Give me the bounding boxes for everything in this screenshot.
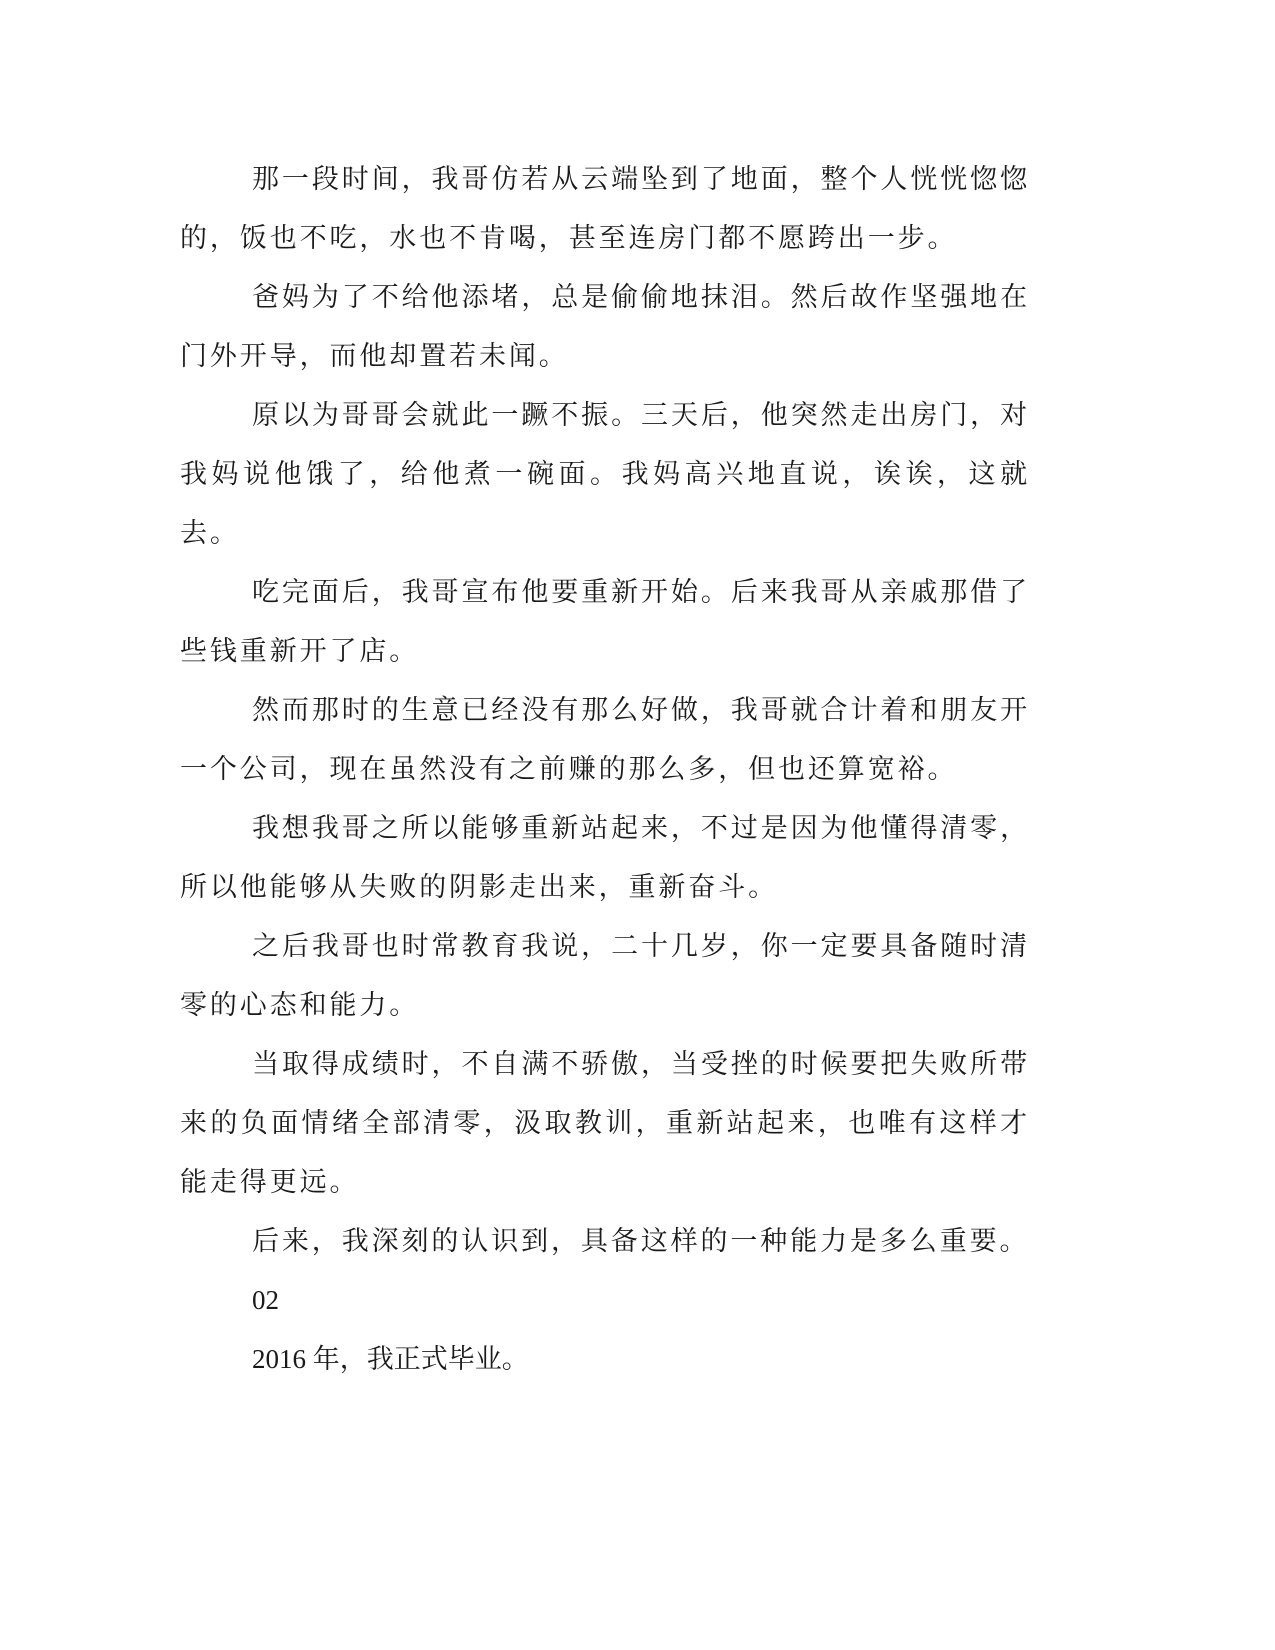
paragraph-6: 我想我哥之所以能够重新站起来，不过是因为他懂得清零，所以他能够从失败的阴影走出来，重新奋斗。 — [180, 813, 1030, 903]
paragraph-10: 2016 年，我正式毕业。 — [252, 1344, 529, 1374]
document-body — [180, 150, 1030, 1389]
paragraph-7: 之后我哥也时常教育我说，二十几岁，你一定要具备随时清零的心态和能力。 — [180, 931, 1030, 1021]
paragraph-2: 爸妈为了不给他添堵，总是偷偷地抹泪。然后故作坚强地在门外开导，而他却置若未闻。 — [180, 282, 1030, 372]
paragraph-8: 当取得成绩时，不自满不骄傲，当受挫的时候要把失败所带来的负面情绪全部清零，汲取教训，重新站起来，也唯有这样才能走得更远。 — [180, 1049, 1030, 1198]
section-number: 02 — [252, 1285, 279, 1315]
paragraph-5: 然而那时的生意已经没有那么好做，我哥就合计着和朋友开一个公司，现在虽然没有之前赚的那么多，但也还算宽裕。 — [180, 695, 1030, 785]
paragraph-4: 吃完面后，我哥宣布他要重新开始。后来我哥从亲戚那借了些钱重新开了店。 — [180, 577, 1030, 667]
paragraph-1: 那一段时间，我哥仿若从云端坠到了地面，整个人恍恍惚惚的，饭也不吃，水也不肯喝，甚至连房门都不愿跨出一步。 — [180, 164, 1030, 254]
paragraph-3: 原以为哥哥会就此一蹶不振。三天后，他突然走出房门，对我妈说他饿了，给他煮一碗面。我妈高兴地直说，诶诶，这就去。 — [180, 400, 1030, 549]
paragraph-9: 后来，我深刻的认识到，具备这样的一种能力是多么重要。 — [252, 1226, 1030, 1257]
